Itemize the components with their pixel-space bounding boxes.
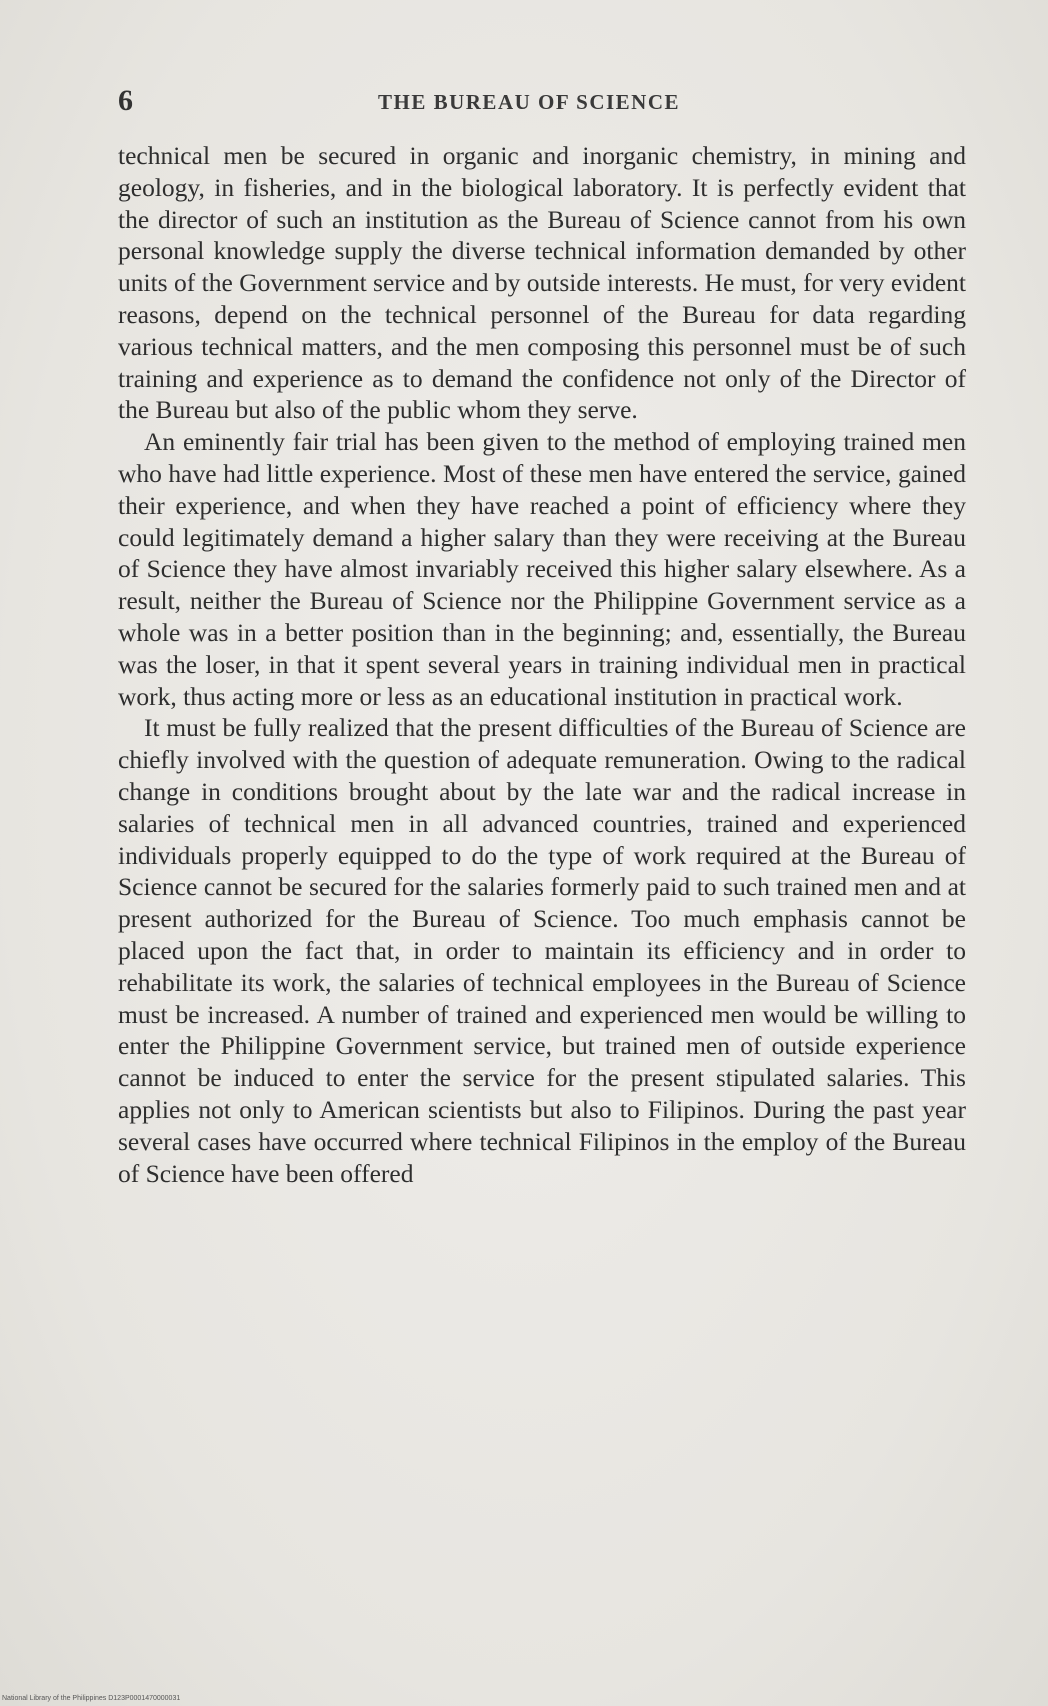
body-text bbox=[118, 140, 966, 1189]
running-head: THE BUREAU OF SCIENCE bbox=[378, 90, 681, 114]
paragraph-1: technical men be secured in organic and inorganic chemistry, in mining and geology, in fisheries, and in the biological laboratory. It is perfectly evident that the director of such an institution as the Bureau of Science cannot from his own personal knowledge supply the diverse technical information demanded by other units of the Government service and by outside interests. He must, for very evident reasons, depend on the technical personnel of the Bureau for data regarding various technical matters, and the men composing this personnel must be of such training and experience as to demand the confidence not only of the Director of the Bureau but also of the public whom they serve. bbox=[118, 141, 966, 425]
footer-note: National Library of the Philippines D123P0001470000031 bbox=[2, 1695, 181, 1702]
page-number: 6 bbox=[118, 84, 134, 117]
paragraph-3: It must be fully realized that the present difficulties of the Bureau of Science are chiefly involved with the question of adequate remuneration. Owing to the radical change in conditions brought about by the late war and the radical increase in salaries of technical men in all advanced countries, trained and experienced individuals properly equipped to do the type of work required at the Bureau of Science cannot be secured for the salaries formerly paid to such trained men and at present authorized for the Bureau of Science. Too much emphasis cannot be placed upon the fact that, in order to maintain its efficiency and in order to rehabilitate its work, the salaries of technical employees in the Bureau of Science must be increased. A number of trained and experienced men would be willing to enter the Philippine Government service, but trained men of outside experience cannot be induced to enter the service for the present stipulated salaries. This applies not only to American scientists but also to Filipinos. During the past year several cases have occurred where technical Filipinos in the employ of the Bureau of Science have been offered bbox=[118, 713, 966, 1188]
page-header bbox=[118, 84, 968, 124]
paragraph-2: An eminently fair trial has been given to the method of employing trained men who have had little experience. Most of these men have entered the service, gained their experience, and when they have reached a point of efficiency where they could legitimately demand a higher salary than they were receiving at the Bureau of Science they have almost invariably received this higher salary elsewhere. As a result, neither the Bureau of Science nor the Philippine Government service as a whole was in a better position than in the beginning; and, essentially, the Bureau was the loser, in that it spent several years in training individual men in practical work, thus acting more or less as an educational institution in practical work. bbox=[118, 427, 966, 711]
